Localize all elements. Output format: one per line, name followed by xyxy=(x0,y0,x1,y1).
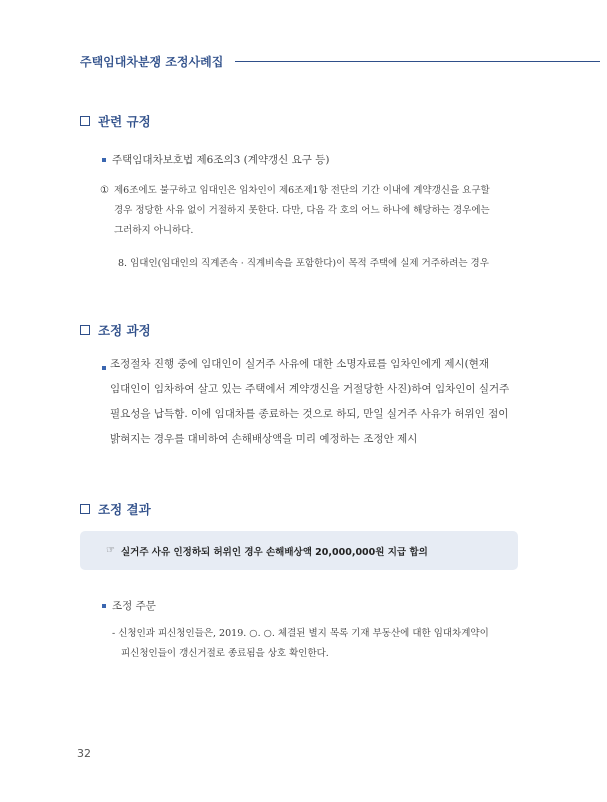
bullet-icon xyxy=(102,366,106,370)
pointing-hand-icon: ☞ xyxy=(106,545,115,556)
bullet-icon xyxy=(102,604,106,608)
process-line: 조정절차 진행 중에 임대인이 실거주 사유에 대한 소명자료를 임차인에게 제시(현재 xyxy=(110,358,489,370)
section-title: 조정 결과 xyxy=(98,502,151,517)
process-line: 필요성을 납득함. 이에 임대차를 종료하는 것으로 하되, 만일 실거주 사유가 허위인 점이 xyxy=(110,408,509,420)
order-title: 조정 주문 xyxy=(112,600,156,612)
section-heading-process xyxy=(80,321,151,339)
checkbox-square-icon xyxy=(80,325,90,335)
order-line: - 신청인과 피신청인들은, 2019. ○. ○. 체결된 별지 목록 기재 부동산에 대한 임대차계약이 xyxy=(112,628,489,639)
clause-line: 그러하지 아니하다. xyxy=(114,225,194,236)
section-title: 관련 규정 xyxy=(98,114,151,129)
document-title: 주택임대차분쟁 조정사례집 xyxy=(80,54,224,69)
running-header xyxy=(80,52,600,70)
clause-item-8: 8. 임대인(임대인의 직계존속 · 직계비속을 포함한다)이 목적 주택에 실제 거주하려는 경우 xyxy=(118,258,489,269)
order-heading-item xyxy=(102,598,156,613)
result-summary: 실거주 사유 인정하되 허위인 경우 손해배상액 20,000,000원 지급 합의 xyxy=(120,546,428,558)
process-line: 밝혀지는 경우를 대비하여 손해배상액을 미리 예정하는 조정안 제시 xyxy=(110,433,418,445)
section-heading-regulation xyxy=(80,112,151,130)
section-title: 조정 과정 xyxy=(98,323,151,338)
clause-line: 경우 정당한 사유 없이 거절하지 못한다. 다만, 다음 각 호의 어느 하나에 해당하는 경우에는 xyxy=(114,205,490,216)
process-line: 임대인이 임차하여 살고 있는 주택에서 계약갱신을 거절당한 사진)하여 임차인이 실거주 xyxy=(110,383,510,395)
section-heading-result xyxy=(80,500,151,518)
clause-text xyxy=(114,181,534,241)
law-name: 주택임대차보호법 제6조의3 (계약갱신 요구 등) xyxy=(112,154,330,166)
checkbox-square-icon xyxy=(80,504,90,514)
law-name-item xyxy=(102,152,329,167)
order-text xyxy=(112,624,532,664)
header-rule xyxy=(235,61,600,62)
process-text xyxy=(110,352,530,452)
page-number: 32 xyxy=(77,747,91,760)
order-line: 피신청인들이 갱신거절로 종료됨을 상호 확인한다. xyxy=(121,648,329,659)
clause-line: 제6조에도 불구하고 임대인은 임차인이 제6조제1항 전단의 기간 이내에 계약갱신을 요구할 xyxy=(114,185,490,196)
result-summary-box xyxy=(80,531,518,570)
clause-number: ① xyxy=(100,185,109,196)
bullet-icon xyxy=(102,158,106,162)
checkbox-square-icon xyxy=(80,116,90,126)
